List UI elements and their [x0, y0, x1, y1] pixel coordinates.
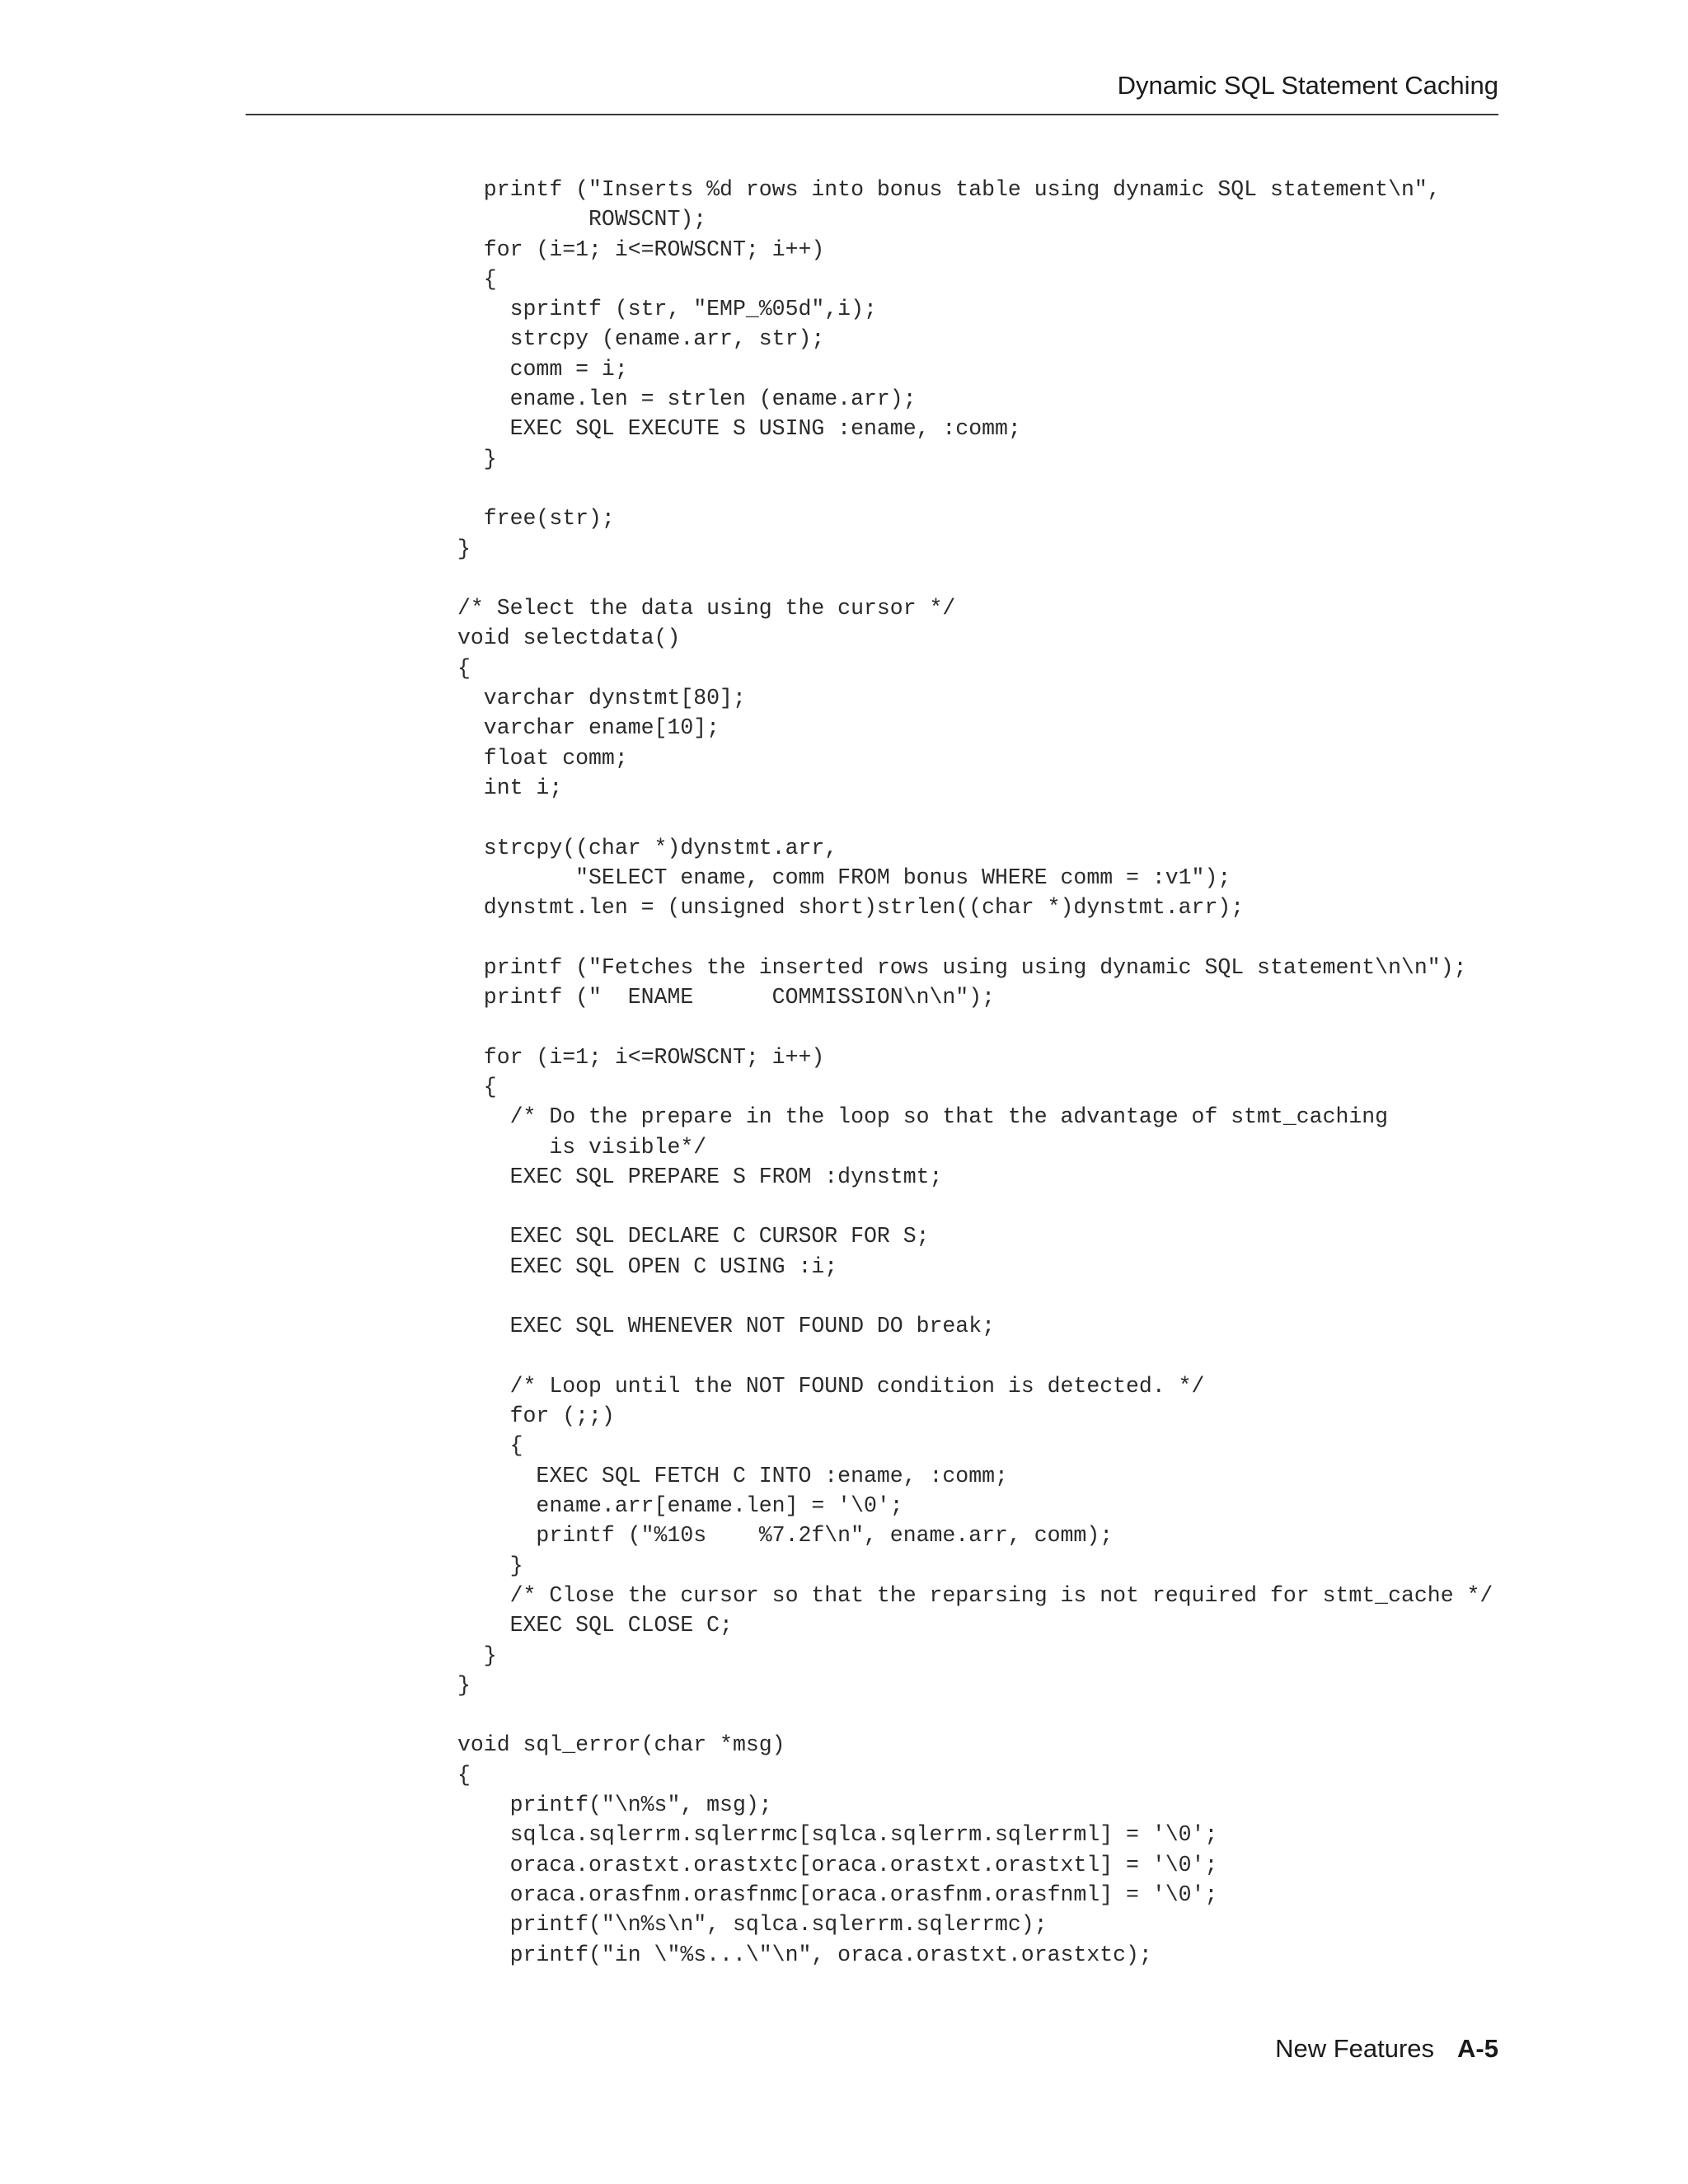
code-line — [457, 1342, 1493, 1371]
code-line: EXEC SQL OPEN C USING :i; — [457, 1254, 838, 1279]
code-line — [457, 1282, 1493, 1311]
code-line: EXEC SQL FETCH C INTO :ename, :comm; — [457, 1463, 1008, 1488]
code-line: sqlca.sqlerrm.sqlerrmc[sqlca.sqlerrm.sqlerrml] = '\0'; — [457, 1822, 1218, 1848]
code-line: ename.len = strlen (ename.arr); — [457, 387, 917, 412]
code-line: oraca.orastxt.orastxtc[oraca.orastxt.orastxtl] = '\0'; — [457, 1852, 1218, 1877]
code-line: dynstmt.len = (unsigned short)strlen((char *)dynstmt.arr); — [457, 895, 1245, 921]
code-line: } — [457, 1553, 523, 1578]
code-line: strcpy((char *)dynstmt.arr, — [457, 835, 838, 860]
page-number: A-5 — [1457, 2034, 1498, 2063]
code-line: printf("in \"%s...\"\n", oraca.orastxt.orastxtc); — [457, 1942, 1152, 1967]
code-line: /* Select the data using the cursor */ — [457, 596, 956, 621]
code-line: { — [457, 1762, 471, 1788]
code-line: comm = i; — [457, 356, 628, 382]
code-line: EXEC SQL DECLARE C CURSOR FOR S; — [457, 1224, 930, 1249]
code-line: { — [457, 1433, 523, 1459]
code-line: strcpy (ename.arr, str); — [457, 326, 825, 352]
code-line — [457, 922, 1493, 952]
code-line: int i; — [457, 775, 563, 800]
code-line: is visible*/ — [457, 1134, 707, 1160]
code-line: printf ("Fetches the inserted rows using using dynamic SQL statement\n\n"); — [457, 954, 1467, 980]
code-line: ROWSCNT); — [457, 207, 707, 232]
code-line: printf("\n%s", msg); — [457, 1793, 772, 1818]
code-line: } — [457, 536, 471, 561]
code-line: for (i=1; i<=ROWSCNT; i++) — [457, 1044, 825, 1070]
page-footer — [1275, 2034, 1498, 2064]
code-line: EXEC SQL CLOSE C; — [457, 1613, 733, 1638]
code-line: float comm; — [457, 745, 628, 771]
code-line: { — [457, 655, 471, 681]
code-line — [457, 474, 1493, 504]
running-header: Dynamic SQL Statement Caching — [1117, 71, 1498, 100]
code-line: /* Do the prepare in the loop so that the advantage of stmt_caching — [457, 1104, 1389, 1130]
code-line: /* Loop until the NOT FOUND condition is detected. */ — [457, 1373, 1205, 1399]
code-line — [457, 1012, 1493, 1042]
code-line: sprintf (str, "EMP_%05d",i); — [457, 297, 877, 322]
code-line: EXEC SQL EXECUTE S USING :ename, :comm; — [457, 416, 1021, 442]
code-line — [457, 1700, 1493, 1730]
code-line: void selectdata() — [457, 626, 681, 651]
code-line — [457, 564, 1493, 593]
code-line: printf ("Inserts %d rows into bonus table using dynamic SQL statement\n", — [457, 177, 1441, 202]
code-line: free(str); — [457, 506, 615, 532]
code-line: printf (" ENAME COMMISSION\n\n"); — [457, 985, 996, 1010]
header-rule — [246, 114, 1498, 115]
code-line: for (;;) — [457, 1404, 615, 1429]
code-line: void sql_error(char *msg) — [457, 1732, 785, 1758]
code-line: printf ("%10s %7.2f\n", ename.arr, comm); — [457, 1523, 1114, 1549]
code-line — [457, 1192, 1493, 1221]
code-line: for (i=1; i<=ROWSCNT; i++) — [457, 237, 825, 262]
code-line: varchar dynstmt[80]; — [457, 686, 746, 711]
code-line: } — [457, 1672, 471, 1698]
code-line — [457, 803, 1493, 832]
code-listing — [457, 175, 1493, 1970]
code-line: "SELECT ename, comm FROM bonus WHERE comm = :v1"); — [457, 865, 1231, 890]
code-line: EXEC SQL PREPARE S FROM :dynstmt; — [457, 1164, 943, 1189]
code-line: varchar ename[10]; — [457, 715, 720, 741]
code-line: EXEC SQL WHENEVER NOT FOUND DO break; — [457, 1314, 996, 1339]
code-line: ename.arr[ename.len] = '\0'; — [457, 1493, 903, 1519]
code-line: oraca.orasfnm.orasfnmc[oraca.orasfnm.orasfnml] = '\0'; — [457, 1882, 1218, 1907]
code-line: { — [457, 1074, 497, 1099]
code-line: } — [457, 1643, 497, 1668]
code-line: printf("\n%s\n", sqlca.sqlerrm.sqlerrmc); — [457, 1912, 1048, 1938]
code-line: /* Close the cursor so that the reparsing is not required for stmt_cache */ — [457, 1582, 1493, 1608]
footer-section-title: New Features — [1275, 2034, 1435, 2063]
code-line: { — [457, 266, 497, 292]
code-line: } — [457, 446, 497, 471]
